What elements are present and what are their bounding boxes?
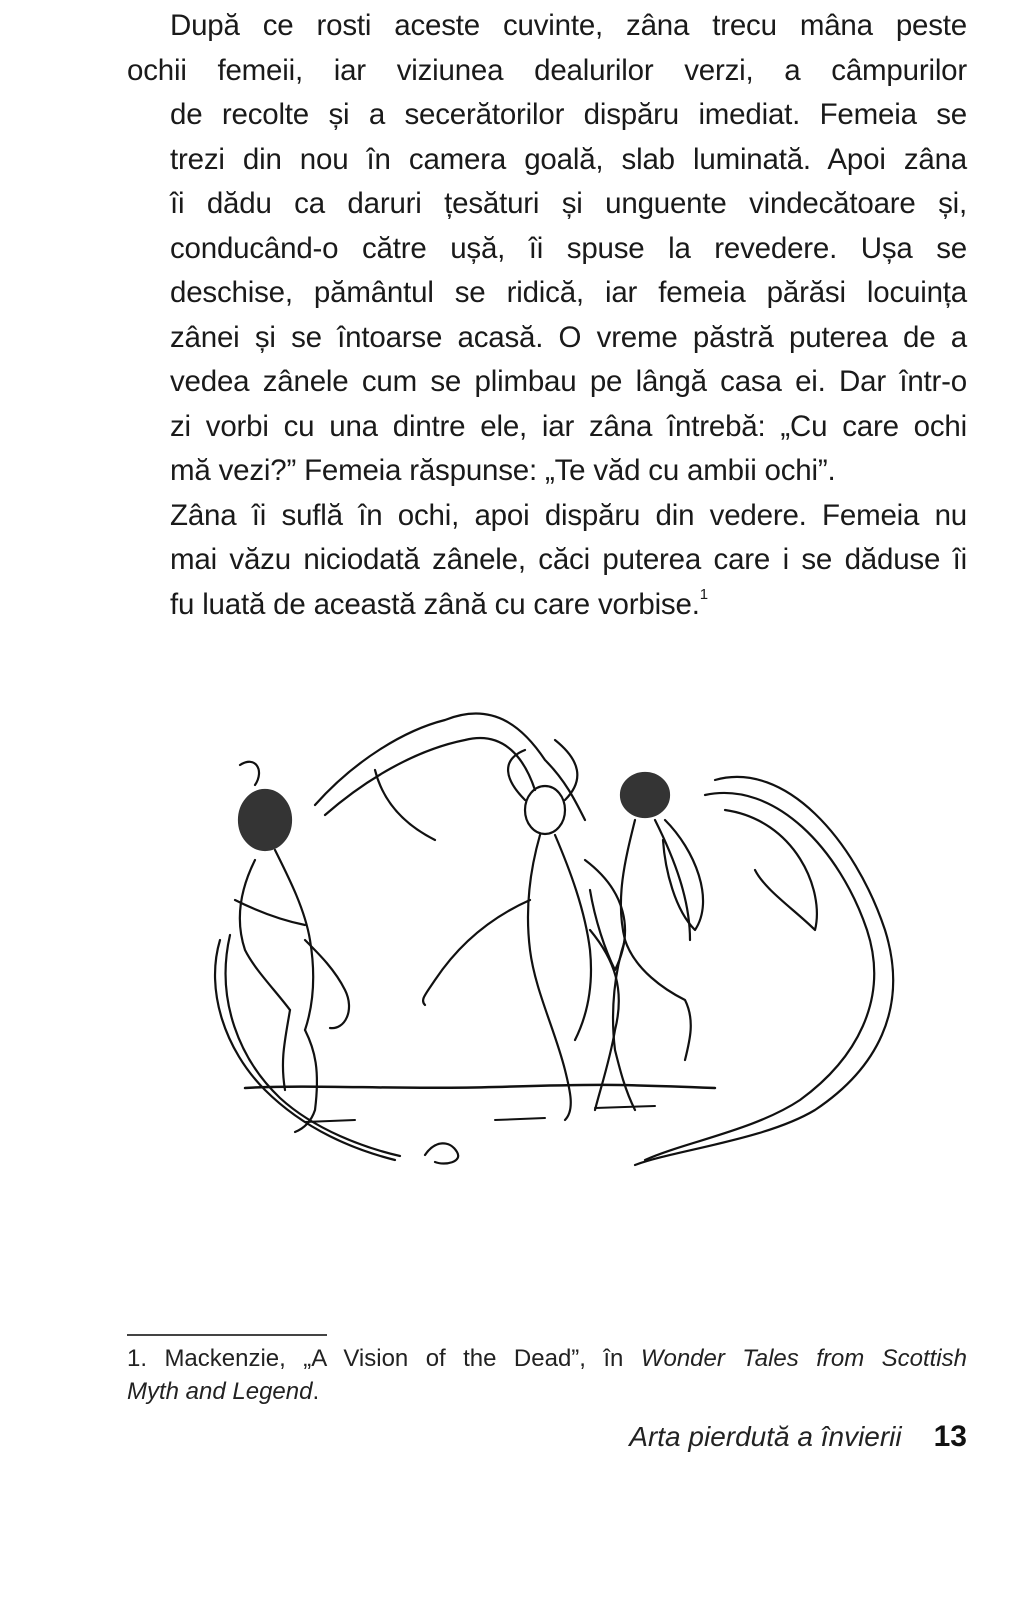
text-line: vedea zânele cum se plimbau pe lângă casa ei. Dar într-o [170,365,967,398]
text-line: După ce rosti aceste cuvinte, zâna trecu mâna peste [170,9,967,42]
paragraph-1 [127,4,967,494]
text-line: ochii femeii, iar viziunea dealurilor verzi, a câmpurilor [127,53,967,87]
text-line: mă vezi?” Femeia răspunse: „Te văd cu ambii ochi”. [170,454,836,487]
text-line [127,583,967,628]
fairy-dance-illustration [195,670,915,1170]
text-line: Zâna îi suflă în ochi, apoi dispăru din vedere. Femeia nu [170,498,967,532]
footnote-line-1 [127,1342,967,1375]
footnote-line-2 [127,1378,319,1405]
text-line: zi vorbi cu una dintre ele, iar zâna întrebă: „Cu care ochi [170,409,967,443]
body-text [127,4,967,627]
text-line: de recolte și a secerătorilor dispăru imediat. Femeia se [170,98,967,131]
text-line: îi dădu ca daruri țesături și unguente vindecătoare și, [170,187,967,220]
footnote-source-title: Wonder Tales from Scottish [640,1345,967,1372]
text-line: conducând-o către ușă, îi spuse la revedere. Ușa se [170,231,967,265]
page-number: 13 [933,1420,967,1453]
text-line: mai văzu niciodată zânele, căci puterea care i se dăduse îi [170,543,967,576]
text-line: zânei și se întoarse acasă. O vreme păstră puterea de a [170,320,967,354]
paragraph-2 [127,494,967,628]
footnote-number: 1. [127,1345,148,1372]
text-line: deschise, pământul se ridică, iar femeia părăsi locuința [170,276,967,309]
footnote-source-title-cont: Myth and Legend [127,1378,313,1405]
text-line: trezi din nou în camera goală, slab luminată. Apoi zâna [170,142,967,176]
footnote-rule [127,1334,327,1336]
running-title: Arta pierdută a învierii [629,1421,902,1452]
footnote-text: Mackenzie, „A Vision of the Dead”, în [147,1345,641,1372]
illustration-image [195,670,915,1170]
footnote-reference[interactable]: 1 [699,585,708,603]
text-line-content: fu luată de această zână cu care vorbise. [170,587,700,621]
footnote [127,1342,967,1408]
running-footer [629,1420,967,1464]
footnote-end: . [312,1378,320,1405]
